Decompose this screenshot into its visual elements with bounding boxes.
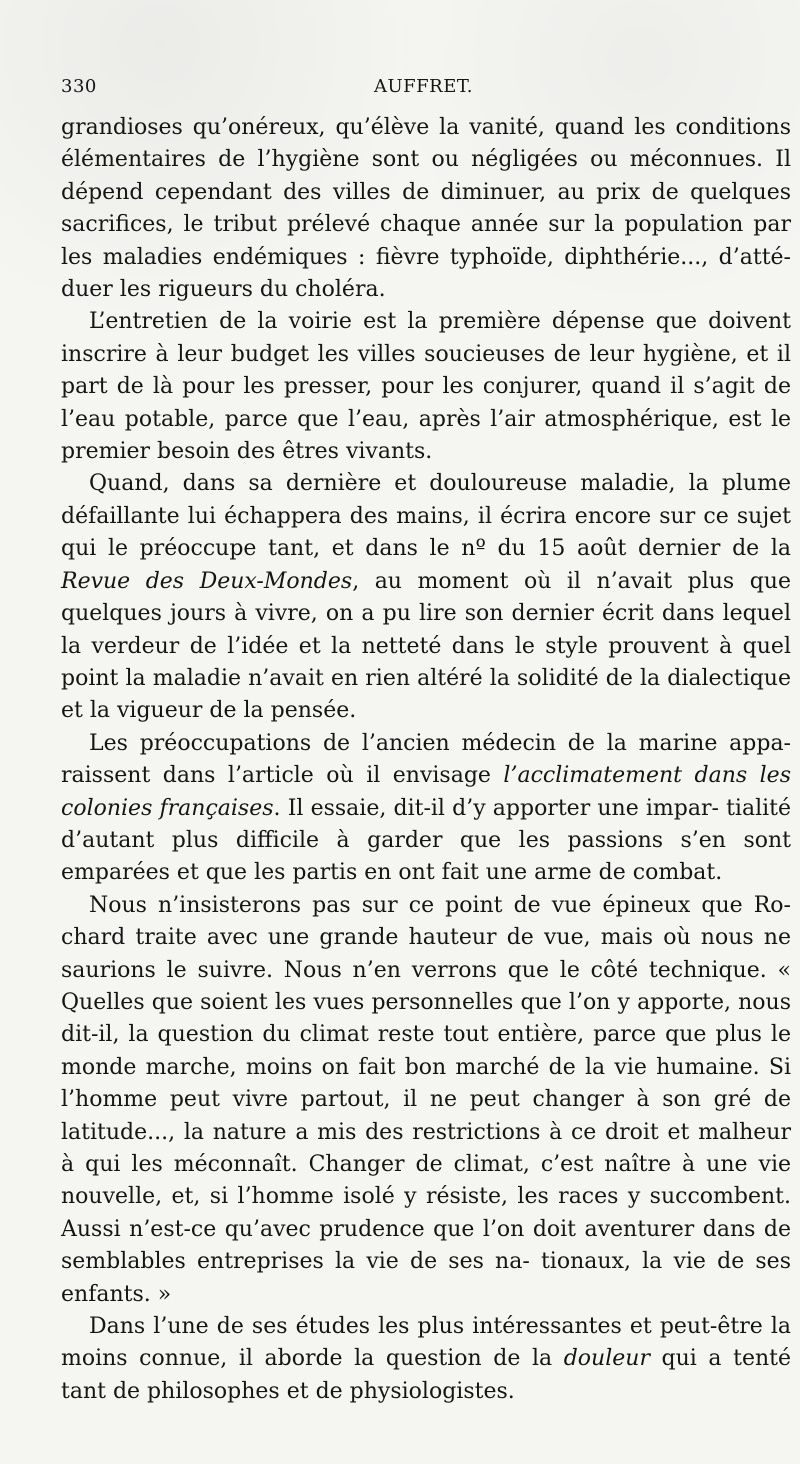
paragraph-text: qui a tenté tant de philosophes et de physiologistes.	[61, 1346, 791, 1404]
paragraph-5	[61, 890, 791, 1311]
running-head	[61, 76, 791, 106]
running-title: AUFFRET.	[374, 76, 473, 97]
article-title: l’acclimatement dans les colonies françaises	[61, 763, 791, 821]
emphasized-word: douleur	[563, 1346, 650, 1372]
page-number: 330	[61, 76, 97, 97]
paragraph-4	[61, 728, 791, 890]
paragraph-text: grandioses qu’onéreux, qu’élève la vanité, quand les conditions élémentaires de l’hygiène sont ou négligées ou méconnues. Il dépend cependant des villes de diminuer, au prix de quelques sacrifices, le tribut prélevé chaque année sur la population par les maladies endémiques : fièvre typhoïde, diphthérie..., d’atté- duer les rigueurs du choléra.	[61, 115, 791, 303]
journal-title: Revue des Deux-Mondes	[61, 568, 353, 594]
paragraph-text: . Il essaie, dit-il d’y apporter une impar- tialité d’autant plus difficile à garder que les passions s’en sont emparées et que les partis en ont fait une arme de combat.	[61, 795, 792, 886]
paragraph-text: Dans l’une de ses études les plus intéressantes et peut-être la moins connue, il aborde la question de la	[61, 1314, 791, 1372]
paragraph-text: L’entretien de la voirie est la première dépense que doivent inscrire à leur budget les villes soucieuses de leur hygiène, et il part de là pour les presser, pour les conjurer, quand il s’agit de l’eau potable, parce que l’eau, après l’air atmosphérique, est le premier besoin des êtres vivants.	[61, 309, 791, 465]
paragraph-text: , au moment où il n’avait plus que quelques jours à vivre, on a pu lire son dernier écrit dans lequel la verdeur de l’idée et la netteté dans le style prouvent à quel point la maladie n’avait en rien altéré la solidité de la dialectique et la vigueur de la pensée.	[61, 568, 791, 724]
paragraph-text: Les préoccupations de l’ancien médecin de la marine appa- raissent dans l’article où il envisage	[61, 730, 791, 789]
paragraph-text: Nous n’insisterons pas sur ce point de vue épineux que Ro- chard traite avec une grande hauteur de vue, mais où nous ne saurions le suivre. Nous n’en verrons que le côté technique. « Quelles que soient les vues personnelles que l’on y apporte, nous dit-il, la question du climat reste tout entière, parce que plus le monde marche, moins on fait bon marché de la vie humaine. Si l’homme peut vivre partout, il ne peut changer à son gré de latitude..., la nature a mis des restrictions à ce droit et malheur à qui les méconnaît. Changer de climat, c’est naître à une vie nouvelle, et, si l’homme isolé y résiste, les races y succombent. Aussi n’est-ce qu’avec prudence que l’on doit aventurer dans de semblables entreprises la vie de ses na- tionaux, la vie de ses enfants. »	[61, 892, 791, 1307]
paragraph-1	[61, 112, 791, 306]
paragraph-text: Quand, dans sa dernière et douloureuse maladie, la plume défaillante lui échappera des mains, il écrira encore sur ce sujet qui le préoccupe tant, et dans le nº du 15 août dernier de la	[61, 471, 791, 562]
body-text	[61, 112, 791, 1408]
paragraph-6	[61, 1311, 791, 1408]
paragraph-2	[61, 306, 791, 468]
paragraph-3	[61, 468, 791, 727]
